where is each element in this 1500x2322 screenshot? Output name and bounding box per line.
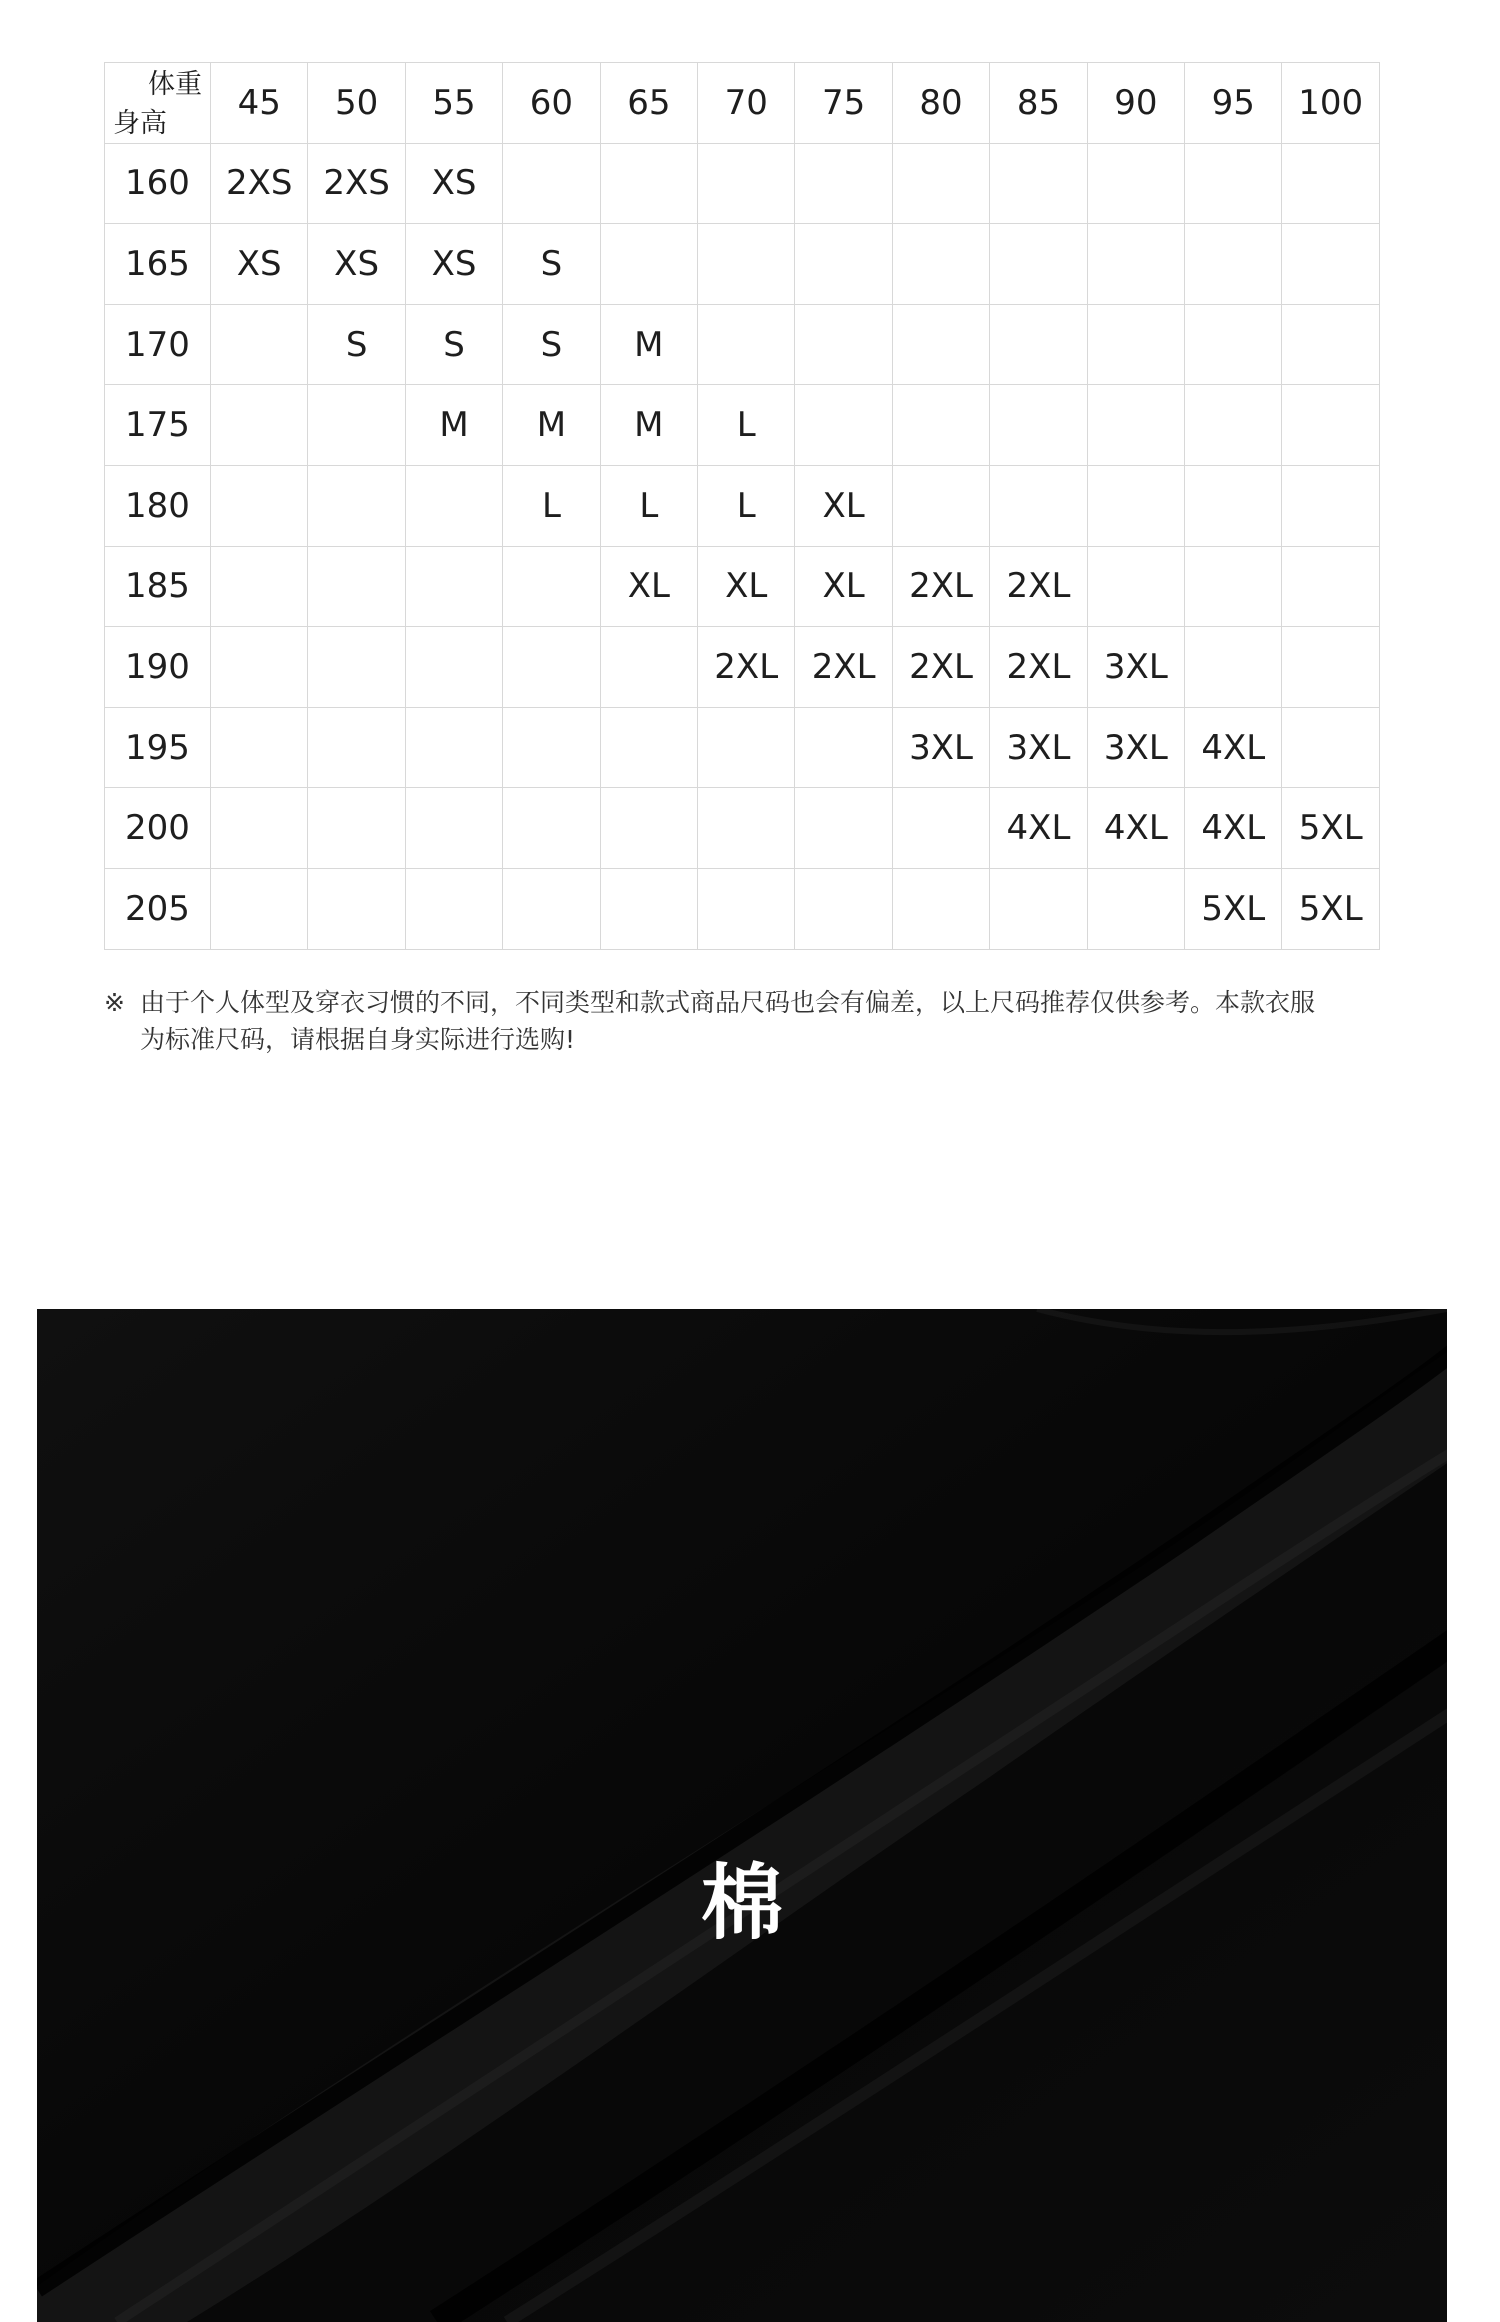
size-cell: 3XL — [1087, 707, 1184, 788]
size-cell — [211, 788, 308, 869]
size-cell — [211, 707, 308, 788]
size-cell — [1282, 304, 1380, 385]
size-cell — [698, 143, 795, 224]
reference-mark-icon: ※ — [104, 988, 125, 1017]
size-cell — [308, 788, 405, 869]
size-cell — [990, 465, 1087, 546]
size-cell — [308, 707, 405, 788]
weight-header-cell: 50 — [308, 63, 405, 144]
size-cell — [1282, 385, 1380, 466]
size-cell — [698, 868, 795, 949]
size-chart-row — [105, 788, 1380, 869]
size-cell — [1087, 465, 1184, 546]
size-cell — [1087, 546, 1184, 627]
size-cell: 2XL — [892, 627, 989, 708]
size-cell — [892, 868, 989, 949]
size-cell: XL — [795, 546, 892, 627]
size-cell — [1185, 627, 1282, 708]
size-cell — [600, 143, 697, 224]
weight-header-cell: 45 — [211, 63, 308, 144]
size-cell: 2XS — [308, 143, 405, 224]
height-header-cell: 175 — [105, 385, 211, 466]
size-cell — [1282, 546, 1380, 627]
size-cell: 2XL — [795, 627, 892, 708]
size-cell — [1087, 304, 1184, 385]
size-cell — [503, 707, 600, 788]
size-cell: XS — [211, 224, 308, 305]
size-cell — [990, 143, 1087, 224]
size-cell — [892, 224, 989, 305]
size-cell: S — [503, 304, 600, 385]
size-cell — [600, 868, 697, 949]
size-cell — [795, 385, 892, 466]
size-cell — [405, 627, 502, 708]
size-cell: 2XS — [211, 143, 308, 224]
height-axis-label: 身高 — [113, 107, 167, 139]
size-cell: 3XL — [1087, 627, 1184, 708]
size-cell — [600, 627, 697, 708]
size-cell — [892, 465, 989, 546]
size-cell: L — [600, 465, 697, 546]
size-cell — [795, 868, 892, 949]
size-cell — [990, 304, 1087, 385]
size-cell — [211, 868, 308, 949]
weight-header-cell: 70 — [698, 63, 795, 144]
size-chart-row — [105, 304, 1380, 385]
size-cell: XS — [405, 143, 502, 224]
weight-axis-label: 体重 — [148, 69, 202, 100]
size-cell — [795, 304, 892, 385]
size-cell — [308, 546, 405, 627]
size-cell: L — [698, 465, 795, 546]
size-cell — [795, 224, 892, 305]
size-chart-row — [105, 546, 1380, 627]
size-cell: 4XL — [1087, 788, 1184, 869]
size-cell — [1185, 143, 1282, 224]
fabric-photo — [37, 1309, 1447, 2322]
size-cell — [308, 465, 405, 546]
size-chart-table — [104, 62, 1380, 950]
size-cell — [211, 304, 308, 385]
size-cell — [211, 546, 308, 627]
size-chart-row — [105, 627, 1380, 708]
size-cell — [308, 627, 405, 708]
size-cell — [698, 707, 795, 788]
size-cell: 4XL — [1185, 788, 1282, 869]
size-cell: M — [600, 385, 697, 466]
size-cell — [405, 707, 502, 788]
weight-header-cell: 95 — [1185, 63, 1282, 144]
size-cell: 5XL — [1282, 868, 1380, 949]
size-cell: 2XL — [698, 627, 795, 708]
size-cell — [1282, 224, 1380, 305]
size-cell — [1087, 224, 1184, 305]
size-cell — [1185, 546, 1282, 627]
size-cell — [795, 707, 892, 788]
size-cell — [405, 868, 502, 949]
size-cell — [990, 385, 1087, 466]
fabric-texture-graphic — [37, 1309, 1447, 2322]
weight-header-cell: 65 — [600, 63, 697, 144]
size-chart-row — [105, 143, 1380, 224]
size-cell: L — [503, 465, 600, 546]
size-cell — [600, 788, 697, 869]
size-cell — [1185, 465, 1282, 546]
size-cell: 5XL — [1185, 868, 1282, 949]
size-cell: XL — [698, 546, 795, 627]
size-chart-row — [105, 868, 1380, 949]
size-cell — [1282, 627, 1380, 708]
size-cell — [503, 546, 600, 627]
height-header-cell: 160 — [105, 143, 211, 224]
size-cell — [503, 868, 600, 949]
weight-header-cell: 90 — [1087, 63, 1184, 144]
size-cell — [211, 385, 308, 466]
size-cell — [892, 143, 989, 224]
height-header-cell: 195 — [105, 707, 211, 788]
size-cell: S — [503, 224, 600, 305]
size-cell — [600, 707, 697, 788]
size-chart-row — [105, 224, 1380, 305]
height-header-cell: 205 — [105, 868, 211, 949]
size-chart-row — [105, 707, 1380, 788]
size-cell: 2XL — [892, 546, 989, 627]
height-header-cell: 200 — [105, 788, 211, 869]
size-cell — [503, 627, 600, 708]
size-cell — [892, 788, 989, 869]
size-cell — [405, 788, 502, 869]
height-header-cell: 170 — [105, 304, 211, 385]
size-cell: M — [600, 304, 697, 385]
size-cell — [698, 224, 795, 305]
size-cell: 4XL — [990, 788, 1087, 869]
corner-header-cell — [105, 63, 211, 144]
size-cell — [503, 143, 600, 224]
size-cell — [308, 868, 405, 949]
size-chart-row — [105, 465, 1380, 546]
height-header-cell: 165 — [105, 224, 211, 305]
size-cell: XS — [405, 224, 502, 305]
size-cell — [211, 465, 308, 546]
size-chart-row — [105, 385, 1380, 466]
size-cell: 2XL — [990, 546, 1087, 627]
size-chart-header-row — [105, 63, 1380, 144]
note-line-1: 由于个人体型及穿衣习惯的不同，不同类型和款式商品尺码也会有偏差，以上尺码推荐仅供参考。本款衣服 — [140, 988, 1316, 1017]
size-cell — [1185, 385, 1282, 466]
size-cell — [1087, 385, 1184, 466]
size-cell — [308, 385, 405, 466]
size-cell: XS — [308, 224, 405, 305]
size-cell — [892, 385, 989, 466]
size-cell — [503, 788, 600, 869]
size-cell — [1087, 143, 1184, 224]
size-cell: 3XL — [990, 707, 1087, 788]
size-cell — [405, 465, 502, 546]
size-cell — [990, 868, 1087, 949]
size-cell: 5XL — [1282, 788, 1380, 869]
size-cell: M — [405, 385, 502, 466]
height-header-cell: 185 — [105, 546, 211, 627]
size-cell — [600, 224, 697, 305]
size-cell — [1185, 304, 1282, 385]
height-header-cell: 180 — [105, 465, 211, 546]
size-cell: 2XL — [990, 627, 1087, 708]
size-cell — [1087, 868, 1184, 949]
size-cell — [405, 546, 502, 627]
weight-header-cell: 85 — [990, 63, 1087, 144]
size-cell: M — [503, 385, 600, 466]
size-cell — [795, 788, 892, 869]
size-cell: 4XL — [1185, 707, 1282, 788]
size-cell — [698, 304, 795, 385]
size-cell — [1282, 707, 1380, 788]
size-cell: XL — [600, 546, 697, 627]
size-cell — [1282, 465, 1380, 546]
weight-header-cell: 75 — [795, 63, 892, 144]
size-cell: 3XL — [892, 707, 989, 788]
weight-header-cell: 100 — [1282, 63, 1380, 144]
weight-header-cell: 55 — [405, 63, 502, 144]
size-cell — [892, 304, 989, 385]
weight-header-cell: 80 — [892, 63, 989, 144]
material-label: 棉 — [700, 1856, 783, 1951]
size-cell — [990, 224, 1087, 305]
weight-header-cell: 60 — [503, 63, 600, 144]
note-line-2: 为标准尺码，请根据自身实际进行选购! — [140, 1025, 576, 1054]
size-cell — [698, 788, 795, 869]
size-cell: L — [698, 385, 795, 466]
size-chart-body — [105, 63, 1380, 950]
size-cell — [1185, 224, 1282, 305]
size-cell: S — [405, 304, 502, 385]
size-cell — [211, 627, 308, 708]
size-disclaimer-note — [104, 984, 1394, 1058]
size-cell — [795, 143, 892, 224]
height-header-cell: 190 — [105, 627, 211, 708]
size-cell: S — [308, 304, 405, 385]
size-cell — [1282, 143, 1380, 224]
size-cell: XL — [795, 465, 892, 546]
